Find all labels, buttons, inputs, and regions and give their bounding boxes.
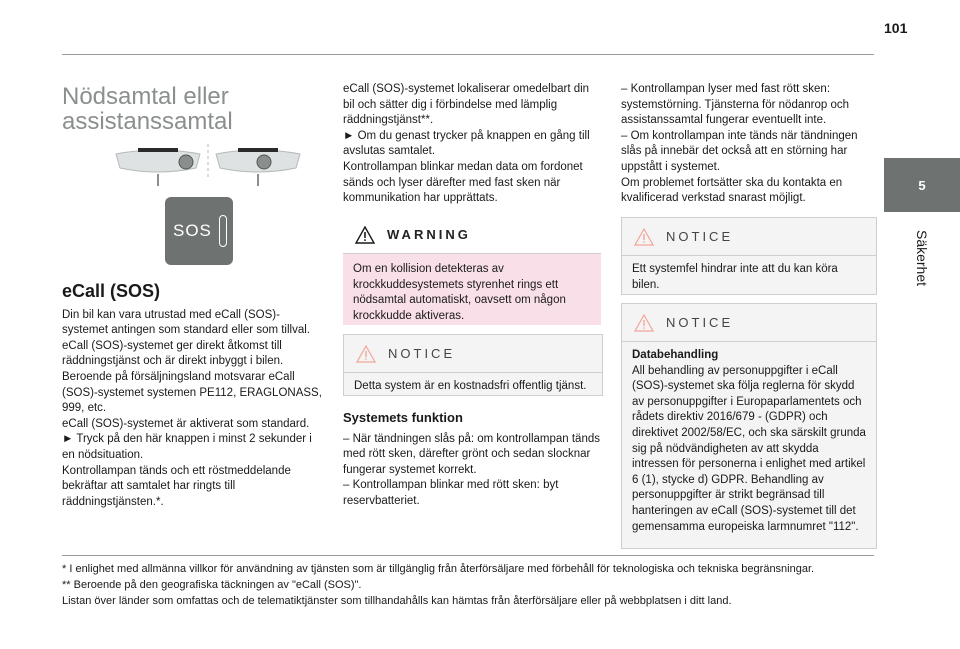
notice-triangle-icon <box>634 228 654 246</box>
sos-indicator-icon <box>219 215 227 247</box>
footnote: ** Beroende på den geografiska täckningen av "eCall (SOS)". <box>62 579 362 591</box>
warning-text: Om en kollision detekteras av krockkuddesystemets styrenhet rings ett nödsamtal automatiskt, oavsett om någon krockkudde aktiveras. <box>343 254 601 325</box>
paragraph: Kontrollampan blinkar medan data om fordonet sänds och lyser därefter med fast sken när kommunikation har upprättats. <box>343 160 583 205</box>
column-3 <box>621 82 875 207</box>
paragraph: Om problemet fortsätter ska du kontakta en kvalificerad verkstad snarast möjligt. <box>621 176 843 205</box>
paragraph: – Kontrollampan lyser med fast rött sken: systemstörning. Tjänsterna för nödanrop och assistanssamtal fungerar eventuellt inte. <box>621 83 849 127</box>
page-number: 101 <box>884 20 908 36</box>
notice-triangle-icon <box>356 345 376 363</box>
notice-text: Detta system är en kostnadsfri offentlig tjänst. <box>354 380 587 392</box>
sos-button-illustration <box>165 197 233 265</box>
chapter-number: 5 <box>918 177 926 193</box>
function-section <box>343 410 601 510</box>
paragraph: eCall (SOS)-systemet är aktiverat som standard. <box>62 417 310 430</box>
notice-text: Ett systemfel hindrar inte att du kan köra bilen. <box>632 263 838 291</box>
notice-box-2 <box>621 217 877 295</box>
notice-title: NOTICE <box>388 346 456 361</box>
paragraph: – Om kontrollampan inte tänds när tändningen slås på innebär det också att en störning har uppstått i systemet. <box>621 129 858 173</box>
chapter-label: Säkerhet <box>914 229 930 287</box>
notice-title: NOTICE <box>666 315 734 330</box>
subheading-system-function: Systemets funktion <box>343 410 463 425</box>
notice-triangle-icon <box>634 314 654 332</box>
footnote: * I enlighet med allmänna villkor för användning av tjänsten som är tillgänglig från återförsäljare med förbehåll för teknologiska och tekniska begränsningar. <box>62 563 815 575</box>
paragraph: eCall (SOS)-systemet lokaliserar omedelbart din bil och sätter dig i förbindelse med lämplig räddningstjänst**. <box>343 83 590 127</box>
header-divider <box>62 54 874 55</box>
paragraph: eCall (SOS)-systemet ger direkt åtkomst till räddningstjänst och är direkt inbyggt i bilen. <box>62 339 284 368</box>
chapter-label-area <box>884 212 960 312</box>
notice-title: NOTICE <box>666 229 734 244</box>
notice-box-3 <box>621 303 877 549</box>
overhead-console-illustration <box>108 140 308 200</box>
paragraph: Kontrollampan tänds och ett röstmeddelande bekräftar att samtalet har ringts till räddningstjänsten.*. <box>62 464 291 508</box>
warning-triangle-icon <box>355 226 375 244</box>
notice-subtitle: Databehandling <box>632 349 719 361</box>
notice-text: All behandling av personuppgifter i eCall (SOS)-systemet ska följa reglerna för skydd av personuppgifter i Europaparlamentets och rådets direktiv 2016/679 - (GDPR) och direktivet 2002/58/EC, och ska särskilt grunda sig på nödvändigheten av att skydda intressen för personerna i enlighet med artikel 6 (1), stycke d) GDPR. Behandling av personuppgifter är strikt begränsad till hanteringen av eCall (SOS)-systemet till det gemensamma europeiska larmnumret "112". <box>632 364 866 533</box>
notice-box-1 <box>343 334 603 396</box>
footnote-divider <box>62 555 874 556</box>
notice-body <box>622 342 876 541</box>
page-title: Nödsamtal eller assistanssamtal <box>62 83 233 135</box>
column-2 <box>343 82 601 207</box>
paragraph: ► Tryck på den här knappen i minst 2 sekunder i en nödsituation. <box>62 433 312 461</box>
sos-button-label: SOS <box>173 221 212 241</box>
paragraph: – När tändningen slås på: om kontrollampan tänds med rött sken, därefter grönt och sedan slocknar fungerar systemet korrekt. <box>343 432 600 476</box>
footnotes <box>62 561 892 609</box>
paragraph: Din bil kan vara utrustad med eCall (SOS)-systemet antingen som standard eller som tillval. <box>62 308 310 337</box>
warning-title: WARNING <box>387 227 471 242</box>
warning-box <box>343 216 601 324</box>
paragraph: ► Om du genast trycker på knappen en gång till avslutas samtalet. <box>343 129 590 158</box>
paragraph: Beroende på försäljningsland motsvarar eCall (SOS)-systemet systemen PE112, ERAGLONASS, 999, etc. <box>62 370 322 415</box>
paragraph: – Kontrollampan blinkar med rött sken: byt reservbatteriet. <box>343 479 559 507</box>
section-heading-ecall: eCall (SOS) <box>62 281 161 301</box>
warning-header <box>343 216 601 254</box>
notice-header <box>622 218 876 256</box>
notice-header <box>622 304 876 342</box>
chapter-tab[interactable] <box>884 158 960 212</box>
notice-header <box>344 335 602 373</box>
footnote: Listan över länder som omfattas och de telematiktjänster som tillhandahålls kan hämtas från återförsäljare eller på webbplatsen i ditt land. <box>62 595 732 607</box>
column-1 <box>62 83 324 508</box>
